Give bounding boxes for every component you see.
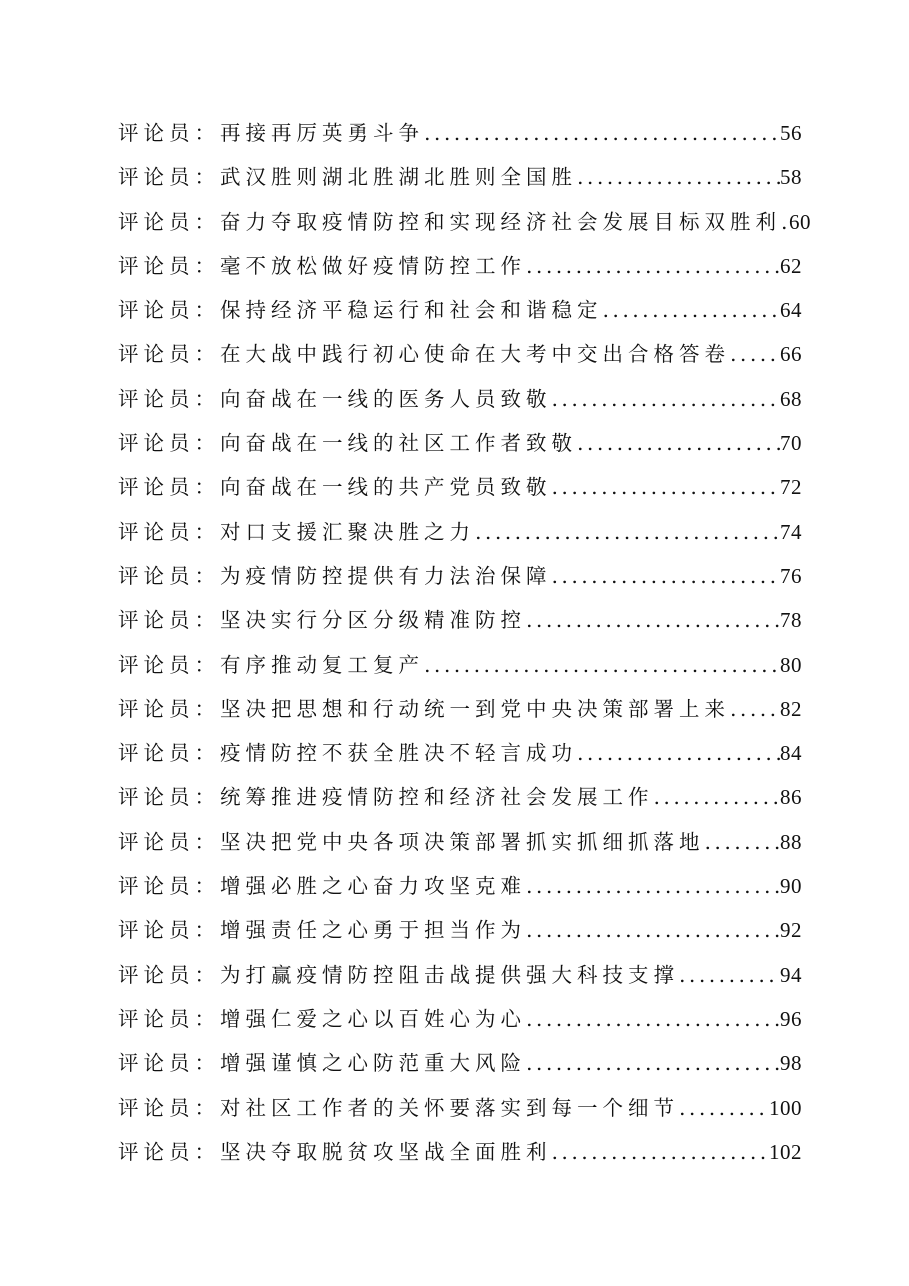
dot-leader [526,1041,780,1085]
toc-entry-page-number: 80 [780,652,802,677]
toc-entry-page-number: 74 [780,519,802,544]
dot-leader [526,244,780,288]
toc-entry-page-number: 78 [780,608,802,633]
table-of-contents [118,111,811,1174]
toc-entry-title: 增强责任之心勇于担当作为 [220,918,526,943]
toc-entry-page-number: 56 [780,121,802,145]
dot-leader [526,598,780,642]
toc-entry[interactable] [118,111,802,155]
toc-entry[interactable] [118,997,802,1041]
dot-leader [679,953,780,997]
toc-entry-page-number: 88 [780,829,802,854]
toc-entry-prefix: 评论员： [118,741,220,766]
toc-entry[interactable] [118,598,802,642]
toc-entry[interactable] [118,1130,802,1174]
toc-entry-prefix: 评论员： [118,298,220,323]
dot-leader [526,908,780,952]
toc-entry-prefix: 评论员： [118,918,220,943]
toc-entry-prefix: 评论员： [118,475,220,500]
toc-entry-page-number: 102 [769,1139,802,1164]
toc-entry-page-number: 62 [780,253,802,278]
toc-entry-title: 有序推动复工复产 [220,652,424,677]
toc-entry[interactable] [118,775,802,819]
toc-entry[interactable] [118,864,802,908]
dot-leader [577,731,780,775]
toc-entry[interactable] [118,1041,802,1085]
toc-entry-prefix: 评论员： [118,519,220,544]
toc-entry[interactable] [118,155,802,199]
dot-leader [705,820,781,864]
toc-entry[interactable] [118,332,802,376]
toc-entry-prefix: 评论员： [118,652,220,677]
toc-entry-prefix: 评论员： [118,431,220,456]
toc-entry-prefix: 评论员： [118,1139,220,1164]
toc-entry-prefix: 评论员： [118,209,220,234]
dot-leader [552,377,781,421]
toc-entry-title: 为打赢疫情防控阻击战提供强大科技支撑 [220,962,679,987]
toc-entry-page-number: 98 [780,1051,802,1076]
toc-entry-title: 坚决夺取脱贫攻坚战全面胜利 [220,1139,552,1164]
dot-leader [781,200,789,244]
toc-entry[interactable] [118,643,802,687]
toc-entry-page-number: 90 [780,874,802,899]
toc-entry[interactable] [118,421,802,465]
dot-leader [679,1086,769,1130]
toc-entry-prefix: 评论员： [118,386,220,411]
toc-entry-prefix: 评论员： [118,342,220,367]
toc-entry-prefix: 评论员： [118,121,220,145]
toc-entry-title: 坚决实行分区分级精准防控 [220,608,526,633]
toc-entry-prefix: 评论员： [118,1051,220,1076]
toc-entry[interactable] [118,687,802,731]
toc-entry-prefix: 评论员： [118,563,220,588]
dot-leader [552,465,781,509]
toc-entry[interactable] [118,820,802,864]
dot-leader [730,687,780,731]
toc-entry[interactable] [118,377,802,421]
toc-entry-title: 坚决把思想和行动统一到党中央决策部署上来 [220,696,730,721]
toc-entry[interactable] [118,1086,802,1130]
toc-entry-title: 再接再厉英勇斗争 [220,121,424,145]
toc-entry-title: 疫情防控不获全胜决不轻言成功 [220,741,577,766]
toc-entry[interactable] [118,731,802,775]
toc-entry[interactable] [118,244,802,288]
toc-entry-title: 毫不放松做好疫情防控工作 [220,253,526,278]
toc-entry[interactable] [118,510,802,554]
toc-entry-title: 增强必胜之心奋力攻坚克难 [220,874,526,899]
toc-entry[interactable] [118,953,802,997]
toc-entry-page-number: 76 [780,563,802,588]
toc-entry-page-number: 94 [780,962,802,987]
toc-entry-page-number: 86 [780,785,802,810]
toc-entry-prefix: 评论员： [118,785,220,810]
toc-entry[interactable] [118,200,811,244]
toc-entry-title: 向奋战在一线的医务人员致敬 [220,386,552,411]
toc-entry-page-number: 68 [780,386,802,411]
toc-entry-page-number: 66 [780,342,802,367]
dot-leader [552,1130,770,1174]
toc-entry-prefix: 评论员： [118,962,220,987]
toc-entry-page-number: 96 [780,1006,802,1031]
toc-entry-page-number: 58 [780,165,802,190]
toc-entry-page-number: 60 [789,209,811,234]
toc-entry-page-number: 92 [780,918,802,943]
toc-entry-prefix: 评论员： [118,165,220,190]
toc-entry-prefix: 评论员： [118,1095,220,1120]
toc-entry-prefix: 评论员： [118,829,220,854]
dot-leader [424,643,780,687]
dot-leader [475,510,780,554]
dot-leader [424,111,780,155]
toc-entry-title: 保持经济平稳运行和社会和谐稳定 [220,298,603,323]
toc-entry-title: 增强谨慎之心防范重大风险 [220,1051,526,1076]
toc-entry[interactable] [118,288,802,332]
toc-entry-page-number: 100 [769,1095,802,1120]
toc-entry-page-number: 70 [780,431,802,456]
toc-entry-title: 对社区工作者的关怀要落实到每一个细节 [220,1095,679,1120]
dot-leader [552,554,781,598]
toc-entry-prefix: 评论员： [118,608,220,633]
toc-entry[interactable] [118,908,802,952]
toc-entry-title: 在大战中践行初心使命在大考中交出合格答卷 [220,342,730,367]
toc-entry-title: 坚决把党中央各项决策部署抓实抓细抓落地 [220,829,705,854]
toc-entry-title: 统筹推进疫情防控和经济社会发展工作 [220,785,654,810]
toc-entry-title: 为疫情防控提供有力法治保障 [220,563,552,588]
toc-entry-prefix: 评论员： [118,874,220,899]
toc-entry-title: 武汉胜则湖北胜湖北胜则全国胜 [220,165,577,190]
toc-entry[interactable] [118,554,802,598]
toc-entry-prefix: 评论员： [118,253,220,278]
toc-entry-title: 对口支援汇聚决胜之力 [220,519,475,544]
toc-entry[interactable] [118,465,802,509]
toc-entry-page-number: 84 [780,741,802,766]
toc-entry-page-number: 64 [780,298,802,323]
toc-entry-prefix: 评论员： [118,696,220,721]
toc-entry-title: 向奋战在一线的社区工作者致敬 [220,431,577,456]
dot-leader [577,155,780,199]
toc-entry-title: 奋力夺取疫情防控和实现经济社会发展目标双胜利 [220,209,781,234]
dot-leader [526,864,780,908]
dot-leader [577,421,780,465]
dot-leader [730,332,780,376]
toc-entry-title: 向奋战在一线的共产党员致敬 [220,475,552,500]
dot-leader [603,288,781,332]
dot-leader [526,997,780,1041]
toc-entry-page-number: 72 [780,475,802,500]
toc-entry-page-number: 82 [780,696,802,721]
toc-entry-title: 增强仁爱之心以百姓心为心 [220,1006,526,1031]
toc-entry-prefix: 评论员： [118,1006,220,1031]
dot-leader [654,775,781,819]
